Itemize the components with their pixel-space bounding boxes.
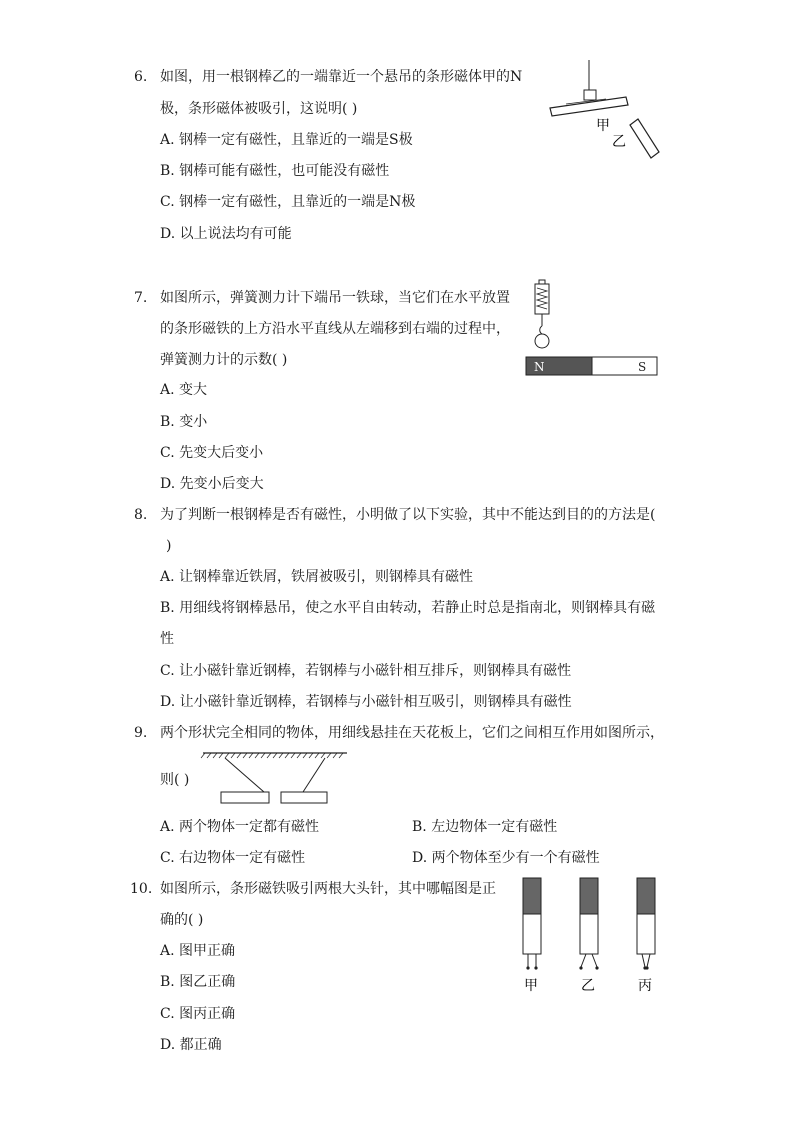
q10-option-b: B. 图乙正确 (160, 974, 236, 990)
q8-stem-line1: 为了判断一根钢棒是否有磁性，小明做了以下实验，其中不能达到目的的方法是( (160, 507, 656, 523)
q6-figure (546, 60, 666, 165)
q9-number: 9. (134, 725, 148, 741)
q9-stem-line1: 两个形状完全相同的物体，用细线悬挂在天花板上，它们之间相互作用如图所示， (160, 725, 664, 741)
q6-option-a: A. 钢棒一定有磁性，且靠近的一端是S极 (160, 132, 413, 148)
q8-option-b-line1: B. 用细线将钢棒悬吊，使之水平自由转动，若静止时总是指南北，则钢棒具有磁 (160, 600, 656, 616)
q10-stem-line1: 如图所示，条形磁铁吸引两根大头针，其中哪幅图是正 (160, 881, 496, 897)
q10-label-jia: 甲 (524, 978, 538, 994)
q7-option-c: C. 先变大后变小 (160, 445, 264, 461)
q6-stem-line1: 如图，用一根钢棒乙的一端靠近一个悬吊的条形磁体甲的N (160, 69, 523, 85)
q9-option-c: C. 右边物体一定有磁性 (160, 850, 306, 866)
q7-option-d: D. 先变小后变大 (160, 476, 264, 492)
q6-option-b: B. 钢棒可能有磁性，也可能没有磁性 (160, 163, 390, 179)
q10-label-yi: 乙 (581, 978, 595, 994)
q10-number: 10. (130, 881, 153, 897)
q7-label-s: S (638, 360, 647, 374)
q9-figure (203, 750, 348, 805)
q6-stem-line2: 极，条形磁体被吸引，这说明( ) (160, 101, 358, 117)
q8-number: 8. (134, 507, 148, 523)
q7-number: 7. (134, 290, 148, 306)
q10-option-d: D. 都正确 (160, 1037, 222, 1053)
q7-magnet-s-half (592, 357, 657, 375)
q8-option-a: A. 让钢棒靠近铁屑，铁屑被吸引，则钢棒具有磁性 (160, 569, 474, 585)
q10-option-c: C. 图丙正确 (160, 1006, 236, 1022)
q6-option-d: D. 以上说法均有可能 (160, 226, 292, 242)
q8-option-d: D. 让小磁针靠近钢棒，若钢棒与小磁针相互吸引，则钢棒具有磁性 (160, 694, 572, 710)
q7-figure (526, 278, 658, 378)
q9-option-d: D. 两个物体至少有一个有磁性 (412, 850, 600, 866)
q6-number: 6. (134, 69, 148, 85)
q8-option-c: C. 让小磁针靠近钢棒，若钢棒与小磁针相互排斥，则钢棒具有磁性 (160, 663, 572, 679)
q6-label-yi: 乙 (612, 134, 626, 150)
q9-option-a: A. 两个物体一定都有磁性 (160, 819, 320, 835)
q9-left-object (221, 792, 269, 803)
q7-option-b: B. 变小 (160, 414, 208, 430)
q6-option-c: C. 钢棒一定有磁性，且靠近的一端是N极 (160, 194, 416, 210)
q7-stem-line3: 弹簧测力计的示数( ) (160, 352, 288, 368)
q8-stem-line2: ) (166, 538, 172, 554)
q10-stem-line2: 确的( ) (160, 912, 204, 928)
q9-right-object (281, 792, 327, 803)
q9-option-b: B. 左边物体一定有磁性 (412, 819, 558, 835)
q6-label-jia: 甲 (596, 118, 610, 134)
q7-option-a: A. 变大 (160, 382, 208, 398)
q10-figure (518, 875, 668, 995)
q7-label-n: N (534, 360, 545, 374)
q9-stem-line2: 则( ) (160, 772, 190, 788)
q7-stem-line2: 的条形磁铁的上方沿水平直线从左端移到右端的过程中， (160, 321, 510, 337)
q10-label-bing: 丙 (638, 978, 652, 994)
q10-option-a: A. 图甲正确 (160, 943, 236, 959)
q7-stem-line1: 如图所示，弹簧测力计下端吊一铁球，当它们在水平放置 (160, 290, 510, 306)
q8-option-b-line2: 性 (160, 631, 174, 647)
